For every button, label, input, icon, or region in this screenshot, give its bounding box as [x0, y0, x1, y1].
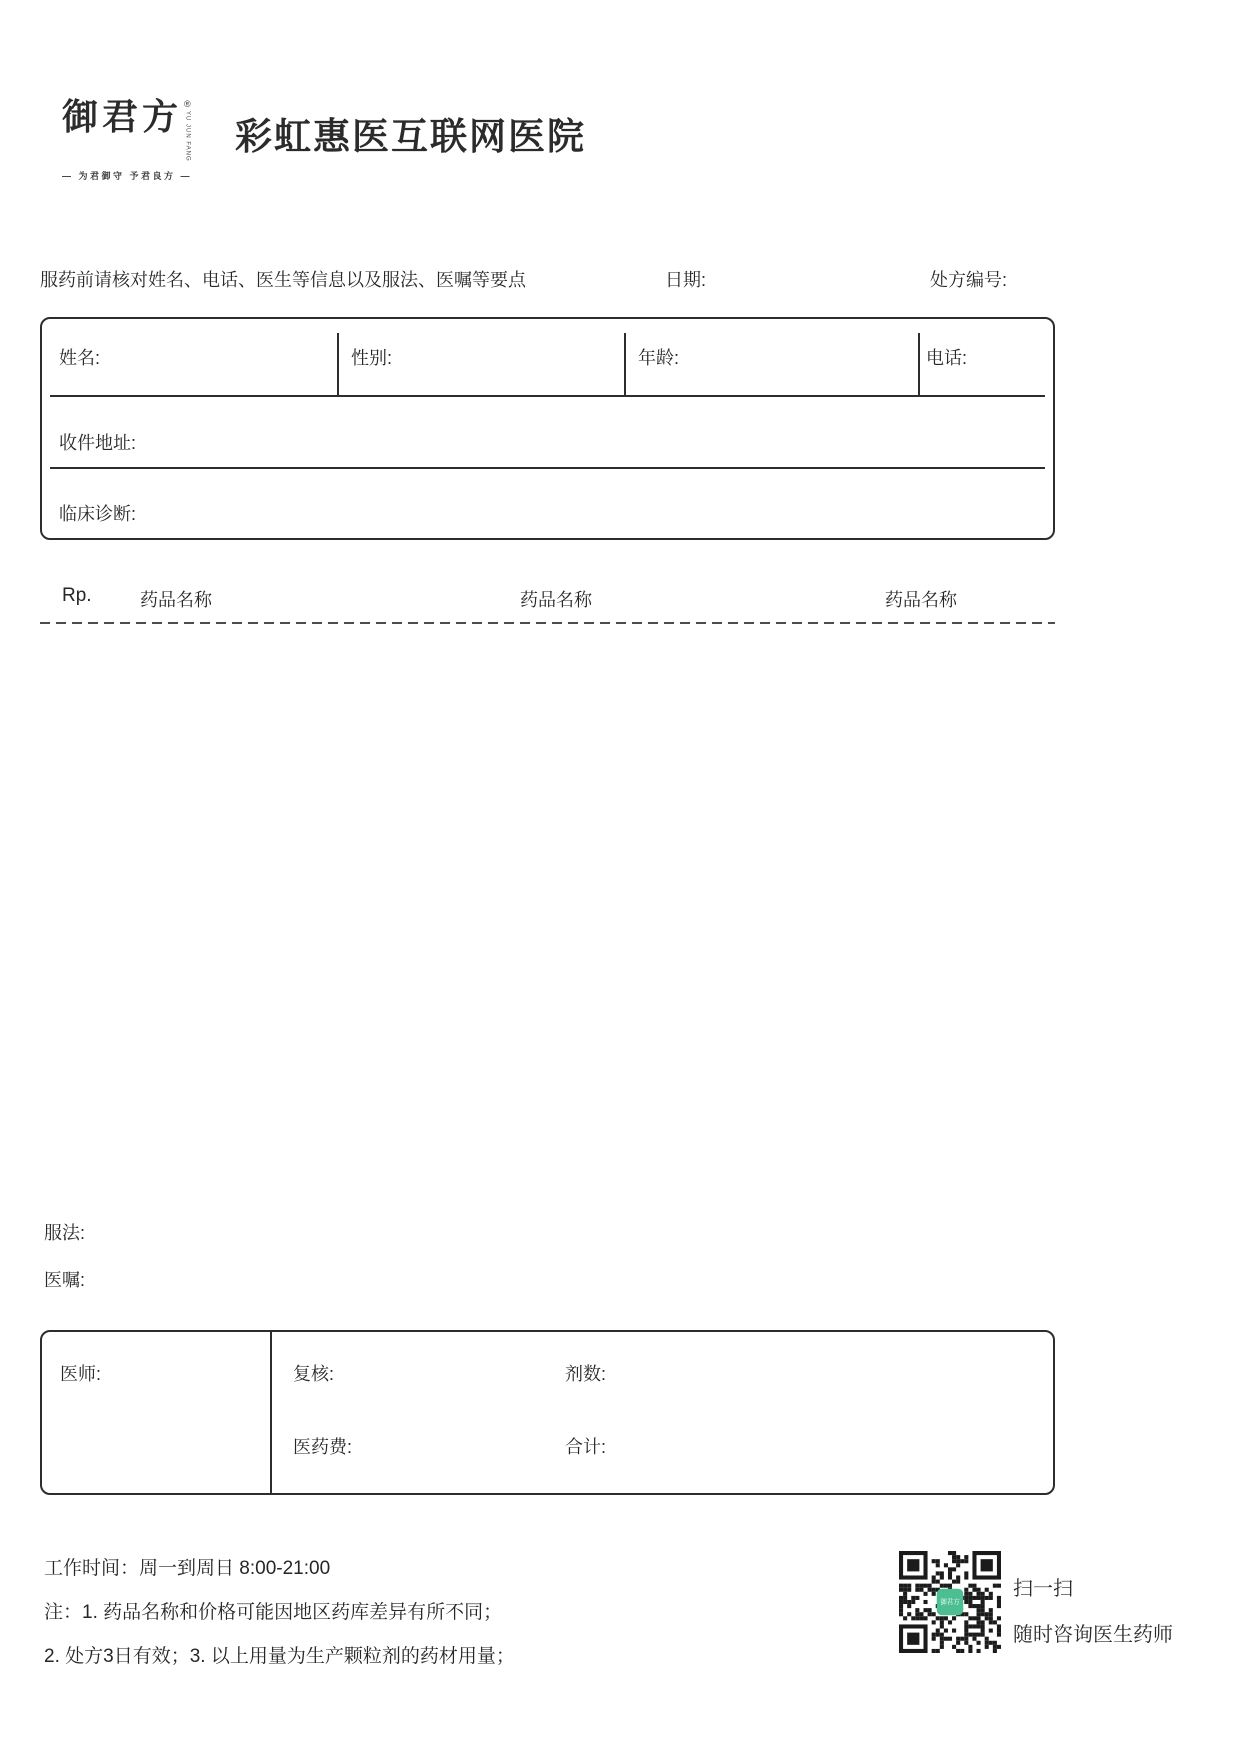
row-divider: [50, 467, 1045, 469]
date-label: 日期:: [665, 270, 707, 290]
brand-tagline: — 为君御守 予君良方 —: [62, 170, 193, 181]
row-divider: [50, 395, 1045, 397]
age-label: 年龄:: [638, 348, 680, 368]
review-label: 复核:: [293, 1364, 335, 1384]
qr-code: [899, 1551, 1001, 1653]
rx-dashed-separator: [40, 622, 1055, 624]
check-reminder-text: 服药前请核对姓名、电话、医生等信息以及服法、医嘱等要点: [40, 270, 526, 290]
drug-name-column-2: 药品名称: [520, 590, 592, 610]
qr-code-svg: [899, 1551, 1001, 1653]
note-line-1: 注：1. 药品名称和价格可能因地区药库差异有所不同；: [44, 1602, 503, 1623]
diagnosis-label: 临床诊断:: [59, 504, 137, 524]
field-divider: [918, 333, 920, 395]
drug-name-column-1: 药品名称: [140, 590, 212, 610]
registered-trademark-icon: ®: [184, 99, 191, 109]
drug-name-column-3: 药品名称: [885, 590, 957, 610]
name-label: 姓名:: [59, 348, 101, 368]
physician-label: 医师:: [60, 1364, 102, 1384]
qr-scan-label: 扫一扫: [1013, 1578, 1073, 1600]
note-line-2: 2. 处方3日有效；3. 以上用量为生产颗粒剂的药材用量；: [44, 1646, 515, 1667]
gender-label: 性别:: [351, 348, 393, 368]
total-label: 合计:: [565, 1437, 607, 1457]
usage-label: 服法:: [44, 1223, 86, 1243]
brand-logo: [62, 98, 192, 182]
brand-logo-pinyin: YU JUN FANG: [184, 111, 191, 162]
work-hours-text: 工作时间：周一到周日 8:00-21:00: [44, 1558, 331, 1579]
qr-consult-label: 随时咨询医生药师: [1013, 1624, 1173, 1646]
doses-label: 剂数:: [565, 1364, 607, 1384]
field-divider: [337, 333, 339, 395]
fee-label: 医药费:: [293, 1437, 353, 1457]
phone-label: 电话:: [926, 348, 968, 368]
hospital-title: 彩虹惠医互联网医院: [235, 116, 586, 157]
signoff-box: [40, 1330, 1055, 1495]
field-divider: [624, 333, 626, 395]
address-label: 收件地址:: [59, 433, 137, 453]
svg-text:御君方: 御君方: [940, 1599, 960, 1607]
advice-label: 医嘱:: [44, 1270, 86, 1290]
rp-label: Rp.: [62, 585, 92, 606]
signoff-divider: [270, 1332, 272, 1493]
patient-info-box: [40, 317, 1055, 540]
rx-number-label: 处方编号:: [930, 270, 1008, 290]
brand-logo-text: 御君方: [62, 96, 183, 138]
